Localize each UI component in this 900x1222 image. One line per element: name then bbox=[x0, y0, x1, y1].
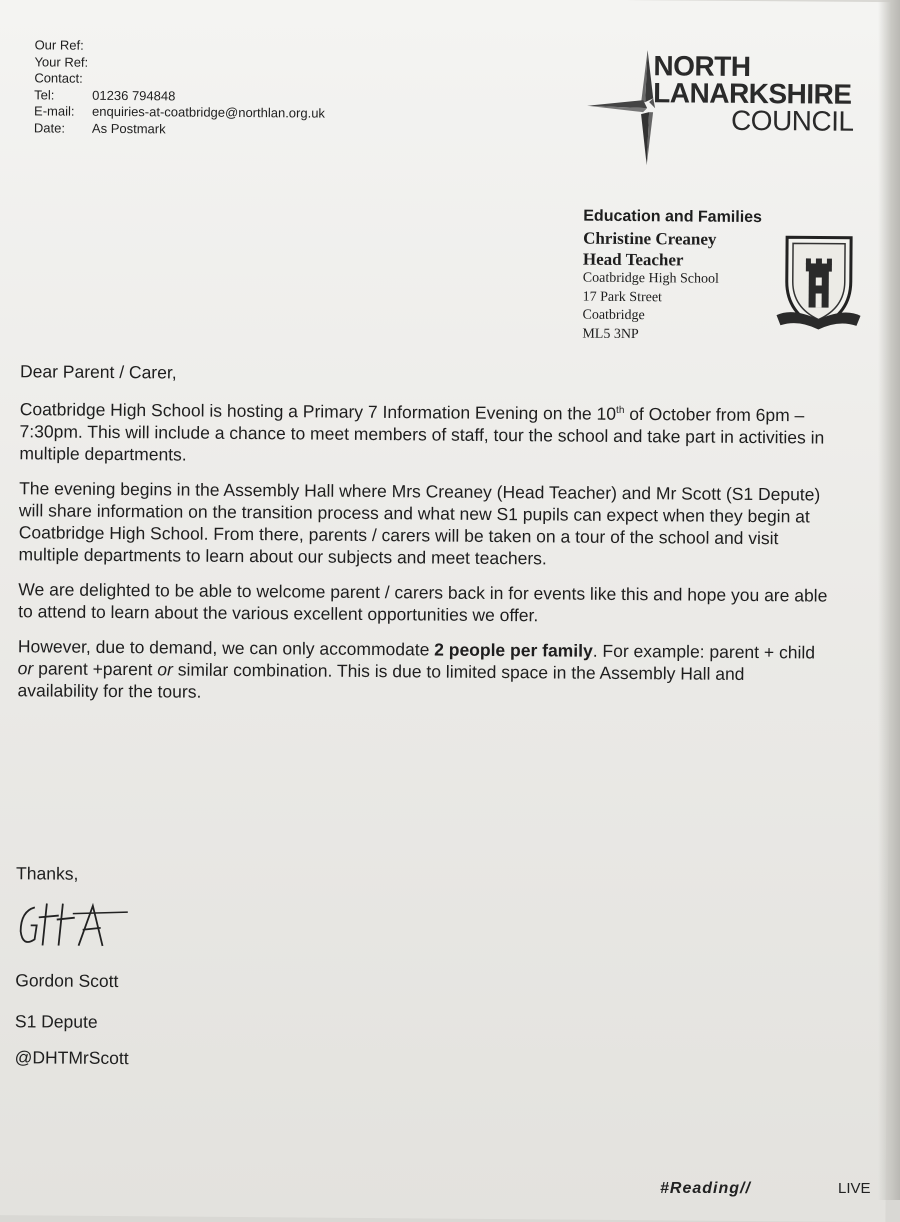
ref-row-contact: Contact: bbox=[34, 70, 83, 86]
address-line: 17 Park Street bbox=[582, 289, 663, 305]
ref-row-tel: Tel: 01236 794848 bbox=[34, 86, 176, 103]
sender-role: S1 Depute bbox=[14, 1011, 98, 1032]
background-live-text: LIVE bbox=[838, 1180, 871, 1197]
reference-block bbox=[34, 37, 326, 138]
school-crest-icon bbox=[772, 233, 865, 334]
council-logo bbox=[587, 50, 854, 172]
sender-handle: @DHTMrScott bbox=[14, 1047, 129, 1069]
ref-row-our: Our Ref: bbox=[34, 37, 84, 53]
ref-row-your: Your Ref: bbox=[34, 53, 89, 70]
school-address-block bbox=[582, 208, 762, 345]
salutation: Dear Parent / Carer, bbox=[19, 361, 177, 383]
closing: Thanks, bbox=[16, 863, 79, 884]
page-edge-shadow bbox=[878, 0, 900, 1200]
logo-wordmark: NORTH LANARKSHIRE COUNCIL bbox=[653, 50, 854, 137]
letter-body bbox=[17, 360, 832, 720]
paragraph-2: The evening begins in the Assembly Hall where Mrs Creaney (Head Teacher) and Mr Scott (S1 Depute) will share information on the transition process and what new S1 pupils can expect when they begin at Coatbridge High School. From there, parents / carers will be taken on a tour of the school and visit multiple departments to learn about our subjects and meet teachers. bbox=[18, 478, 821, 569]
head-teacher-name: Christine Creaney bbox=[583, 228, 717, 249]
address-line: Coatbridge bbox=[582, 307, 645, 324]
address-line: Coatbridge High School bbox=[582, 270, 719, 287]
background-text: #Reading// bbox=[660, 1180, 751, 1197]
paragraph-4: However, due to demand, we can only accommodate 2 people per family. For example: parent + child or parent +parent or similar combination. This is due to limited space in the Assembly Hall and availability for the tours. bbox=[17, 636, 816, 702]
address-line: ML5 3NP bbox=[582, 326, 639, 342]
head-teacher-title: Head Teacher bbox=[582, 249, 684, 270]
ref-row-email: E-mail: enquiries-at-coatbridge@northlan.org.uk bbox=[34, 103, 326, 121]
paragraph-1: Coatbridge High School is hosting a Primary 7 Information Evening on the 10th of October from 6pm – 7:30pm. This will include a chance to meet members of staff, tour the school and take part in activities in multiple departments. bbox=[19, 399, 825, 465]
department: Education and Families bbox=[583, 207, 763, 227]
signature bbox=[12, 895, 132, 956]
ref-row-date: Date: As Postmark bbox=[33, 119, 166, 136]
sender-name: Gordon Scott bbox=[15, 970, 119, 992]
paragraph-3: We are delighted to be able to welcome parent / carers back in for events like this and hope you are able to attend to learn about the various excellent opportunities we offer. bbox=[18, 579, 828, 626]
